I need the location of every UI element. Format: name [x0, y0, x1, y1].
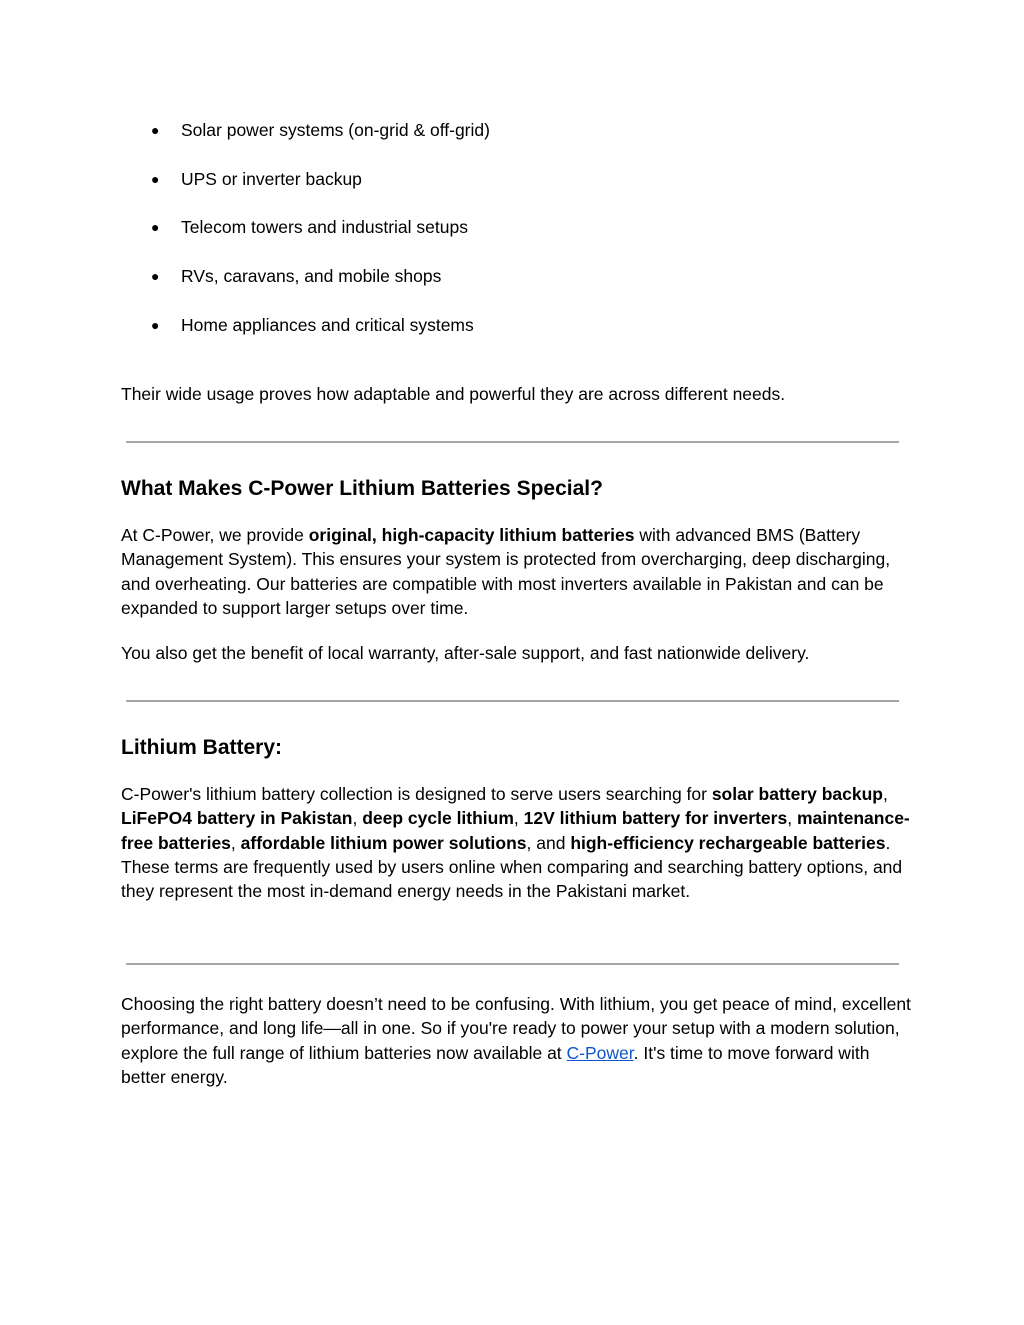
- text-run: with advanced BMS (Battery Management System). This ensures your system is protected from overcharging, deep discharging, and overheating. Our batteries are compatible with most inverters available in Pakistan and can be expanded to support larger setups over time.: [121, 525, 891, 618]
- bullet-icon: ●: [151, 268, 160, 285]
- bold-text: 12V lithium battery for inverters: [523, 808, 788, 829]
- bullet-icon: ●: [151, 316, 160, 333]
- bold-text: deep cycle lithium: [362, 808, 514, 829]
- body-paragraph: [121, 523, 911, 620]
- list-item-text: Telecom towers and industrial setups: [181, 217, 468, 238]
- list-item-text: Solar power systems (on-grid & off-grid): [181, 120, 490, 140]
- text-run: , and: [526, 832, 571, 853]
- text-run: At C-Power, we provide: [121, 525, 309, 545]
- use-case-list: [121, 117, 490, 360]
- c-power-link[interactable]: C-Power: [566, 1042, 634, 1063]
- list-item: [121, 214, 490, 240]
- bold-text: LiFePO4 battery in Pakistan: [121, 808, 353, 829]
- list-item: [121, 166, 490, 192]
- bold-text: solar battery backup: [711, 784, 883, 804]
- text-run: ,: [352, 808, 363, 829]
- text-run: ,: [230, 832, 241, 853]
- horizontal-divider: [126, 700, 899, 702]
- section-heading: Lithium Battery:: [121, 736, 283, 759]
- list-item-text: UPS or inverter backup: [181, 168, 362, 189]
- bullet-icon: ●: [151, 170, 160, 187]
- list-item: [121, 117, 490, 143]
- section-heading: What Makes C-Power Lithium Batteries Special?: [121, 477, 603, 500]
- body-paragraph: You also get the benefit of local warranty, after-sale support, and fast nationwide delivery.: [121, 643, 810, 663]
- horizontal-divider: [126, 963, 899, 965]
- bold-text: original, high-capacity lithium batteries: [308, 525, 635, 545]
- list-item-text: Home appliances and critical systems: [181, 314, 474, 335]
- list-item-text: RVs, caravans, and mobile shops: [181, 266, 442, 287]
- closing-paragraph: [121, 992, 911, 1089]
- text-run: Choosing the right battery doesn’t need to be confusing. With lithium, you get peace of mind, excellent performance, and long life—all in one. So if you're ready to power your setup with a modern solution, explore the full range of lithium batteries now available at: [121, 994, 911, 1063]
- body-paragraph: [121, 782, 911, 903]
- list-item: [121, 263, 490, 289]
- text-run: ,: [787, 808, 797, 829]
- bold-text: high-efficiency rechargeable batteries: [570, 832, 886, 853]
- text-run: ,: [883, 784, 888, 804]
- bold-text: affordable lithium power solutions: [240, 832, 527, 853]
- text-run: ,: [513, 808, 524, 829]
- list-item: [121, 312, 490, 338]
- bullet-icon: ●: [151, 122, 160, 138]
- text-run: . These terms are frequently used by users online when comparing and searching battery options, and they represent the most in-demand energy needs in the Pakistani market.: [121, 832, 903, 902]
- bold-text: maintenance-free batteries: [121, 808, 910, 853]
- usage-paragraph: Their wide usage proves how adaptable and powerful they are across different needs.: [121, 384, 786, 404]
- bullet-icon: ●: [151, 219, 160, 236]
- horizontal-divider: [126, 441, 899, 443]
- text-run: C-Power's lithium battery collection is designed to serve users searching for: [121, 784, 712, 804]
- text-run: . It's time to move forward with better energy.: [121, 1042, 870, 1087]
